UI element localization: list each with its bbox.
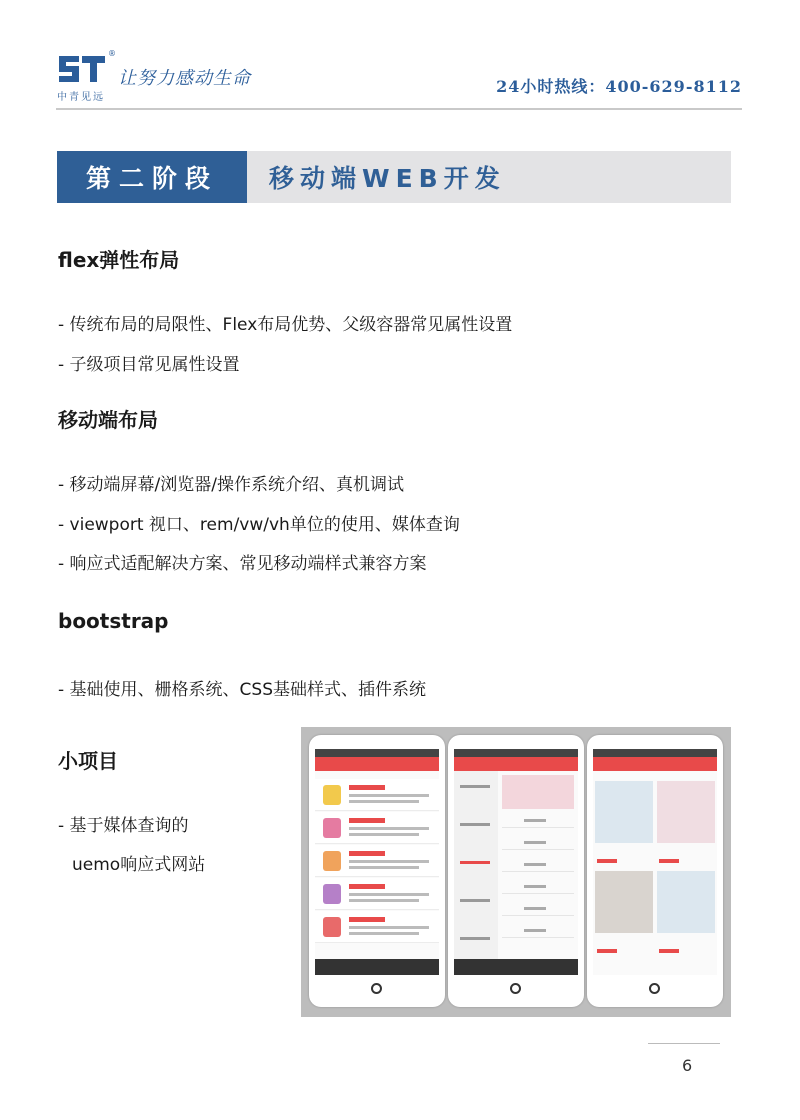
home-button-icon xyxy=(371,983,382,994)
section-heading-project: 小项目 xyxy=(58,749,118,773)
home-button-icon xyxy=(510,983,521,994)
project-screenshot xyxy=(301,727,731,1017)
section-heading-mobile-layout: 移动端布局 xyxy=(58,408,158,432)
list-item: - 基于媒体查询的 xyxy=(58,816,189,836)
phone-screen xyxy=(454,749,578,975)
section-heading-flex: flex弹性布局 xyxy=(58,248,180,272)
page-number: 6 xyxy=(682,1056,693,1075)
stage-banner xyxy=(57,151,731,203)
logo-subtitle: 中青见远 xyxy=(57,92,105,103)
phone-screen xyxy=(315,749,439,975)
phone-mockup xyxy=(448,735,584,1007)
stage-title: 移动端WEB开发 xyxy=(269,164,506,193)
stage-label: 第二阶段 xyxy=(57,151,247,203)
section-heading-bootstrap: bootstrap xyxy=(58,609,169,633)
phone-mockup xyxy=(309,735,445,1007)
list-item: - 基础使用、栅格系统、CSS基础样式、插件系统 xyxy=(58,680,426,700)
hotline: 24小时热线：400-629-8112 xyxy=(496,77,742,96)
home-button-icon xyxy=(649,983,660,994)
phone-screen xyxy=(593,749,717,975)
list-item: - 响应式适配解决方案、常见移动端样式兼容方案 xyxy=(58,554,427,574)
footer-divider xyxy=(648,1043,720,1044)
list-item: - 子级项目常见属性设置 xyxy=(58,355,240,375)
logo-icon xyxy=(57,52,107,86)
slogan: 让努力感动生命 xyxy=(118,68,251,89)
list-item: - 移动端屏幕/浏览器/操作系统介绍、真机调试 xyxy=(58,475,404,495)
registered-mark: ® xyxy=(108,49,116,58)
list-item: - 传统布局的局限性、Flex布局优势、父级容器常见属性设置 xyxy=(58,315,513,335)
phone-mockup xyxy=(587,735,723,1007)
list-item: - viewport 视口、rem/vw/vh单位的使用、媒体查询 xyxy=(58,515,460,535)
list-item: uemo响应式网站 xyxy=(72,855,206,875)
header-divider xyxy=(56,108,742,110)
